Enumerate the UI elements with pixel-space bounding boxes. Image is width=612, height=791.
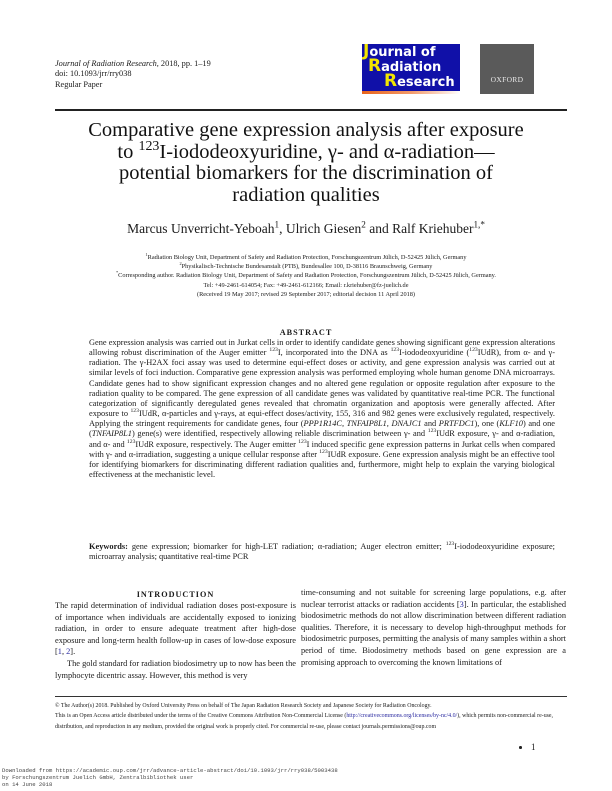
affiliations (40, 253, 572, 299)
license-link[interactable]: http://creativecommons.org/licenses/by-nc/4.0/ (346, 713, 458, 720)
page-number: 1 (531, 742, 536, 752)
affiliation: $^2$Physikalisch-Technische Bundesanstalt (PTB), Bundesallee 100, D-38116 Braunschweig, Germany (179, 261, 433, 271)
logo-stripe (362, 91, 460, 94)
doi: doi: 10.1093/jrr/rry038 (55, 69, 132, 79)
author: Ulrich Giesen (285, 221, 362, 236)
journal-citation-block (55, 59, 211, 90)
corresponding-author: *Corresponding author. Radiation Biology Unit, Department of Safety and Radiation Protection, Forschungszentrum Jülich, D-52425 Jülich, Germany. (115, 270, 496, 280)
paragraph: The gold standard for radiation biodosimetry up to now has been the lymphocyte dicentric assay. However, this method is very (55, 658, 296, 680)
download-stamp: Downloaded from https://academic.oup.com/jrr/advance-article-abstract/doi/10.1093/jrr/rry038/5003438 by Forschungszentrum Juelich GmbH, Zentralbibliothek user on 14 June 2018 (2, 767, 338, 788)
journal-logo: Journal of Radiation Research (362, 44, 460, 94)
keywords: Keywords: gene expression; biomarker for high-LET radiation; α-radiation; Auger electron emitter; $^{123}$I-iododeoxyuridine exposure; microarray analysis; quantitative real-time PCR (89, 541, 555, 562)
bullet-icon (519, 746, 522, 749)
abstract-heading: ABSTRACT (279, 328, 333, 337)
affiliation: $^1$Radiation Biology Unit, Department of Safety and Radiation Protection, Forschungszentrum Jülich, D-52425 Jülich, Germany (145, 251, 467, 261)
author: Ralf Kriehuber (392, 221, 474, 236)
paragraph: The rapid determination of individual radiation doses post-exposure is of importance when individuals are accidentally exposed to ionizing radiation, in order to ensure adequate treatment after high-dose exposure and long-term health follow-up in cases of low-dose exposure [1, 2]. (55, 601, 296, 657)
header-divider (55, 109, 567, 111)
footnote-divider (55, 696, 567, 697)
copyright-footnote: © The Author(s) 2018. Published by Oxford University Press on behalf of The Japan Radiation Research Society and Japanese Society for Radiation Oncology. This is an Open Access article distributed under the terms of the Creative Commons Attribution Non-Commercial License (http://creativecommons.org/licenses/by-nc/4.0/), which permits non-commercial re-use, distribution, and reproduction in any medium, provided the original work is properly cited. For commercial re-use, please contact journals.permissions@oup.com (55, 703, 554, 730)
body-column-left (55, 600, 296, 681)
journal-citation: Journal of Radiation Research, 2018, pp. 1–19 (55, 59, 211, 68)
body-column-right: time-consuming and not suitable for screening large populations, e.g. after nuclear terrorist attacks or radiation accidents [3]. In particular, the established biodosimetric methods do not allow discrimination between different radiation qualities. Therefore, it is necessary to develop high-throughput methods for biodosimetric purposes, permitting the analysis of many samples within a short period of time. Biodosimetry methods based on gene expression are a promising approach to overcoming the known limitations of (301, 588, 566, 667)
article-history: (Received 19 May 2017; revised 29 September 2017; editorial decision 11 April 2018) (196, 290, 415, 298)
author-list: Marcus Unverricht-Yeboah$^1$, Ulrich Giesen$^2$ and Ralf Kriehuber$^{1,*}$ (127, 219, 485, 236)
abstract-text: Gene expression analysis was carried out in Jurkat cells in order to identify candidate genes showing significant gene expression alterations allowing robust discrimination of the Auger emitter $^{123}$I, incorporated into the DNA as $^{123}$I-iododeoxyuridine ($^{123}$IUdR), from α- and γ-radiation. The γ-H2AX foci assay was used to determine equi-effect doses or activity, and gene expression analysis was carried out at similar levels of foci induction. Comparative gene expression analysis was performed employing whole human genome DNA microarrays. Candidate genes had to show significant expression changes and no altered gene regulation or opposite regulation after exposure to the radiation quality to be compared. The gene expression of all candidate genes was validated by quantitative real-time PCR. The functional categorization of significantly deregulated genes revealed that chromatin organization and apoptosis were generally affected. After exposure to $^{123}$IUdR, α-particles and γ-rays, at equi-effect doses/activity, 155, 316 and 982 genes were exclusively regulated, respectively. Applying the stringent requirements for candidate genes, four (PPP1R14C, TNFAIP8L1, DNAJC1 and PRTFDC1), one (KLF10) and one (TNFAIP8L1) gene(s) were identified, respectively allowing reliable discrimination between γ- and $^{123}$IUdR exposure, γ- and α-radiation, and α- and $^{123}$IUdR exposure, respectively. The Auger emitter $^{123}$I induced specific gene expression patterns in Jurkat cells when compared with γ- and α-irradiation, suggesting a unique cellular response after $^{123}$IUdR exposure. Gene expression analysis might be an effective tool for identifying biomarkers for discriminating different radiation qualities and, furthermore, might help to explain the varying biological effectiveness at the mechanistic level. (89, 338, 556, 480)
author: Marcus Unverricht-Yeboah (127, 221, 275, 236)
article-title: Comparative gene expression analysis after exposure to $^{123}$I-iododeoxyuridine, γ- and α-radiation— potential biomarkers for the discrimination of radiation qualities (88, 119, 524, 206)
journal-name: Journal of Radiation Research (55, 59, 157, 68)
citation-link[interactable]: 1 (57, 647, 62, 657)
introduction-heading: INTRODUCTION (136, 590, 215, 599)
citation-link[interactable]: 2 (66, 647, 71, 657)
article-type: Regular Paper (55, 79, 103, 89)
citation-link[interactable]: 3 (459, 599, 464, 609)
publisher-logo: OXFORD (480, 44, 534, 94)
keywords-label: Keywords: (89, 542, 128, 551)
contact-info: Tel: +49-2461-614054; Fax: +49-2461-612166; Email: r.kriehuber@fz-juelich.de (203, 281, 409, 289)
